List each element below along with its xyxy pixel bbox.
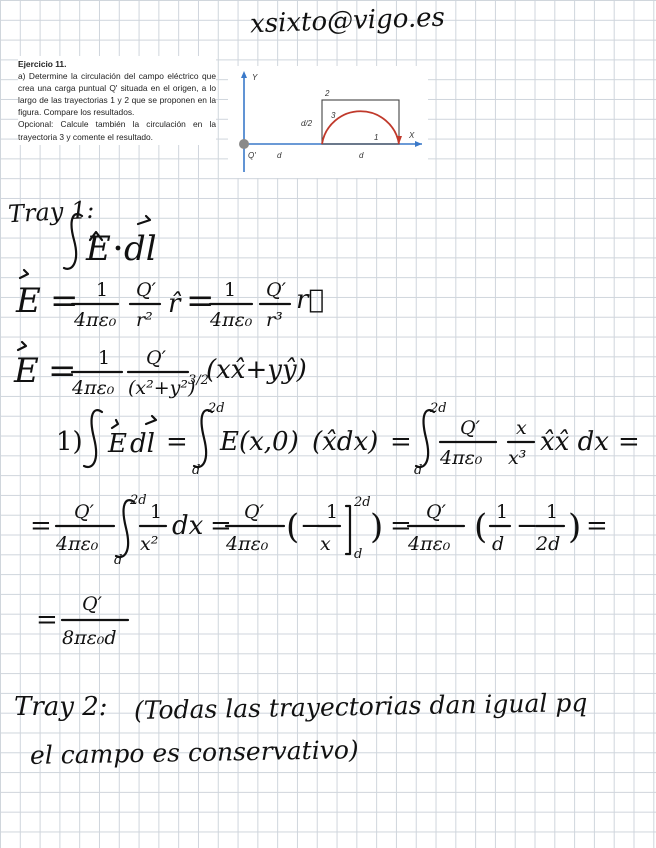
svg-text:1: 1 — [546, 501, 559, 523]
svg-text:1: 1 — [326, 501, 339, 523]
svg-text:E(x,0): E(x,0) — [220, 427, 299, 457]
path1-result — [36, 584, 156, 654]
axis-y-label: Y — [252, 73, 258, 82]
path1-integral-step2 — [30, 492, 610, 566]
svg-text:x²: x² — [140, 533, 159, 555]
svg-text:): ) — [568, 507, 582, 547]
line-integral-general — [60, 210, 210, 278]
path1-integral-step1 — [56, 398, 640, 478]
svg-text:Q′: Q′ — [460, 417, 480, 439]
svg-text:2d: 2d — [130, 493, 147, 508]
svg-text:1: 1 — [496, 501, 509, 523]
svg-text:x: x — [320, 533, 331, 555]
problem-optional: Opcional: Calcule también la circulación en la trayectoria 3 y comente el resultado. — [18, 119, 216, 142]
svg-text:r³: r³ — [266, 309, 283, 331]
svg-text:=: = — [210, 511, 232, 541]
svg-text:1: 1 — [150, 501, 163, 523]
problem-statement — [18, 56, 216, 145]
svg-text:2d: 2d — [208, 401, 225, 416]
svg-text:=: = — [166, 427, 188, 457]
svg-text:Q′: Q′ — [146, 347, 166, 369]
svg-text:4πε₀: 4πε₀ — [74, 309, 117, 331]
x-axis-arrow — [415, 141, 422, 147]
svg-text:r̂: r̂ — [168, 289, 181, 319]
path-1-label: 1 — [374, 133, 379, 142]
field-coulomb-formula — [14, 272, 325, 338]
svg-text:=: = — [390, 427, 412, 457]
distance-label-2: d — [359, 151, 364, 160]
svg-text:dx: dx — [172, 511, 204, 541]
svg-text:Q′: Q′ — [74, 501, 94, 523]
tray2-comment-line1: (Todas las trayectorias dan igual pq — [133, 688, 588, 725]
path-3-label: 3 — [331, 111, 336, 120]
svg-text:4πε₀: 4πε₀ — [210, 309, 253, 331]
svg-text:2d: 2d — [536, 533, 561, 555]
svg-text:4πε₀: 4πε₀ — [408, 533, 451, 555]
author-email: xsixto@vigo.es — [249, 2, 446, 40]
svg-text:3/2: 3/2 — [188, 373, 209, 388]
svg-text:=: = — [186, 281, 215, 321]
svg-text:4πε₀: 4πε₀ — [72, 377, 115, 399]
svg-text:=: = — [36, 605, 58, 635]
charge-label: Q' — [248, 151, 256, 160]
svg-text:4πε₀: 4πε₀ — [226, 533, 269, 555]
svg-text:x³: x³ — [508, 447, 527, 469]
svg-text:=: = — [50, 281, 79, 321]
svg-text:(: ( — [286, 507, 300, 547]
svg-text:Q′: Q′ — [426, 501, 446, 523]
path-3-arrow — [396, 136, 402, 144]
distance-label-1: d — [277, 151, 282, 160]
tray2-heading: Tray 2: — [14, 692, 108, 722]
tray2-comment-line2: el campo es conservativo) — [29, 735, 359, 770]
svg-text:(x²+y²): (x²+y²) — [128, 377, 196, 399]
svg-text:x: x — [516, 417, 527, 439]
field-cartesian-formula — [10, 342, 307, 406]
svg-text:E: E — [108, 429, 127, 459]
svg-text:=: = — [48, 351, 77, 391]
path-2-label: 2 — [325, 89, 330, 98]
svg-text:1): 1) — [56, 427, 83, 457]
svg-text:(x̂dx): (x̂dx) — [312, 427, 379, 457]
problem-part-a: a) Determine la circulación del campo eléctrico que crea una carga puntual Q' situada en el origen, a lo largo de las trayectorias 1 y 2 que se proponen en la figura. Compare los resultados. — [18, 71, 216, 118]
svg-text:=: = — [30, 511, 52, 541]
svg-text:dl: dl — [124, 229, 157, 269]
svg-text:8πε₀d: 8πε₀d — [62, 627, 117, 649]
charge-dot — [239, 139, 249, 149]
svg-text:d: d — [114, 553, 123, 568]
svg-text:x̂x̂ dx: x̂x̂ dx — [540, 427, 609, 457]
svg-text:Q′: Q′ — [244, 501, 264, 523]
svg-text:E: E — [14, 351, 39, 391]
svg-text:r⃗: r⃗ — [296, 285, 325, 315]
svg-text:=: = — [390, 511, 412, 541]
problem-title: Ejercicio 11. — [18, 59, 67, 69]
svg-text:2d: 2d — [354, 495, 371, 510]
y-axis-arrow — [241, 71, 247, 78]
svg-text:Q′: Q′ — [266, 279, 286, 301]
axis-x-label: X — [409, 131, 415, 140]
svg-text:=: = — [618, 427, 640, 457]
svg-text:Q′: Q′ — [82, 593, 102, 615]
svg-text:Q′: Q′ — [136, 279, 156, 301]
svg-text:): ) — [370, 507, 384, 547]
tray1-heading: Tray 1: — [7, 195, 96, 229]
svg-text:(xx̂+yŷ): (xx̂+yŷ) — [206, 355, 307, 385]
svg-text:4πε₀: 4πε₀ — [440, 447, 483, 469]
svg-text:r²: r² — [136, 309, 153, 331]
svg-text:(: ( — [474, 507, 488, 547]
svg-text:d: d — [192, 463, 201, 478]
svg-text:E: E — [86, 229, 111, 269]
svg-text:d: d — [492, 533, 505, 555]
svg-text:2d: 2d — [430, 401, 447, 416]
svg-text:1: 1 — [224, 279, 237, 301]
half-d-label: d/2 — [301, 119, 313, 128]
svg-text:E: E — [16, 281, 41, 321]
svg-text:d: d — [414, 463, 423, 478]
svg-text:−: − — [300, 511, 322, 541]
trajectory-figure — [228, 66, 428, 178]
svg-text:1: 1 — [98, 347, 111, 369]
svg-text:4πε₀: 4πε₀ — [56, 533, 99, 555]
svg-text:−: − — [516, 511, 538, 541]
svg-text:dl: dl — [130, 429, 155, 459]
svg-text:d: d — [354, 547, 363, 562]
svg-text:1: 1 — [96, 279, 109, 301]
svg-text:=: = — [586, 511, 608, 541]
